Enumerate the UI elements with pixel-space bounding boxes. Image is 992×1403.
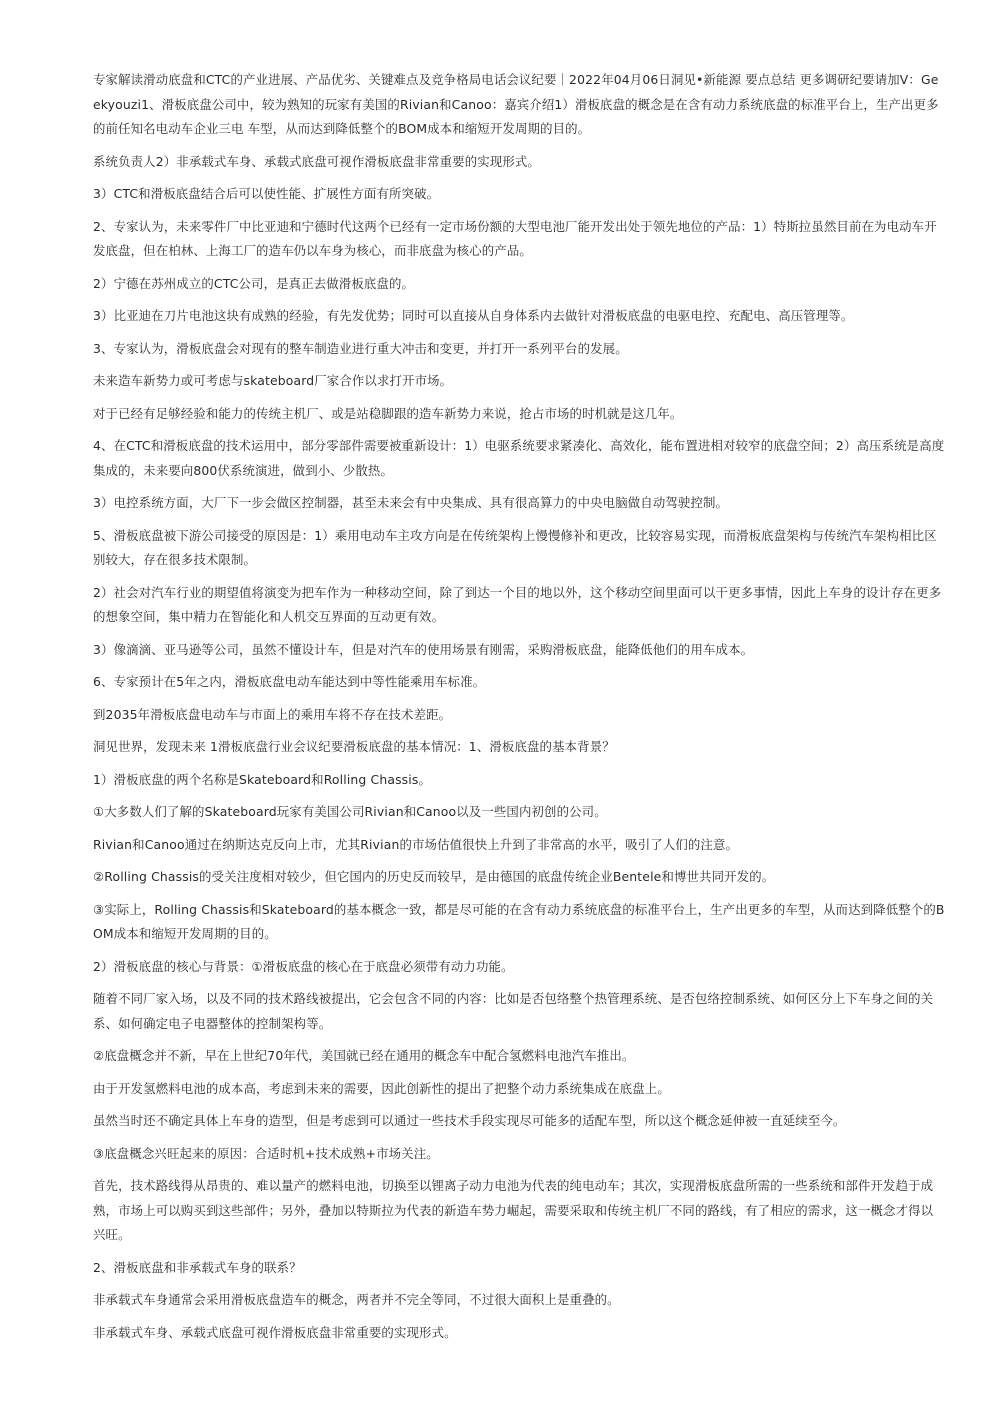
paragraph: 2、专家认为，未来零件厂中比亚迪和宁德时代这两个已经有一定市场份额的大型电池厂能开发出处于领先地位的产品：1）特斯拉虽然目前在为电动车开发底盘，但在柏林、上海工厂的造车仍以车身为核心，而非底盘为核心的产品。	[93, 218, 937, 258]
paragraph: 洞见世界，发现未来 1滑板底盘行业会议纪要滑板底盘的基本情况：1、滑板底盘的基本背景？	[93, 739, 615, 754]
paragraph: 3）电控系统方面，大厂下一步会做区控制器，甚至未来会有中央集成、具有很高算力的中央电脑做自动驾驶控制。	[93, 495, 729, 510]
paragraph: 3）像滴滴、亚马逊等公司，虽然不懂设计车，但是对汽车的使用场景有刚需，采购滑板底盘，能降低他们的用车成本。	[93, 641, 754, 657]
paragraph: Rivian和Canoo通过在纳斯达克反向上市，尤其Rivian的市场估值很快上升到了非常高的水平，吸引了人们的注意。	[93, 836, 739, 852]
paragraph: 由于开发氢燃料电池的成本高，考虑到未来的需要，因此创新性的提出了把整个动力系统集成在底盘上。	[93, 1080, 670, 1096]
paragraph: 到2035年滑板底盘电动车与市面上的乘用车将不存在技术差距。	[93, 706, 452, 722]
paragraph: 4、在CTC和滑板底盘的技术运用中，部分零部件需要被重新设计：1）电驱系统要求紧凑化、高效化，能布置进相对较窄的底盘空间；2）高压系统是高度集成的，未来要向800伏系统演进，做到小、少散热。	[93, 438, 945, 478]
paragraph: ③实际上，Rolling Chassis和Skateboard的基本概念一致，都是尽可能的在含有动力系统底盘的标准平台上，生产出更多的车型，从而达到降低整个的BOM成本和缩短开发周期的目的。	[93, 901, 945, 941]
paragraph: 3、专家认为，滑板底盘会对现有的整车制造业进行重大冲击和变更，并打开一系列平台的发展。	[93, 340, 628, 356]
paragraph: 系统负责人2）非承载式车身、承载式底盘可视作滑板底盘非常重要的实现形式。	[93, 153, 540, 169]
paragraph: 2）社会对汽车行业的期望值将演变为把车作为一种移动空间，除了到达一个目的地以外，这个移动空间里面可以干更多事情，因此上车身的设计存在更多的想象空间，集中精力在智能化和人机交互界面的互动更有效。	[93, 584, 942, 624]
paragraph: 2、滑板底盘和非承载式车身的联系？	[93, 1259, 302, 1275]
paragraph: ②底盘概念并不新，早在上世纪70年代，美国就已经在通用的概念车中配合氢燃料电池汽车推出。	[93, 1048, 635, 1063]
paragraph: 专家解读滑动底盘和CTC的产业进展、产品优劣、关键难点及竞争格局电话会议纪要｜2022年04月06日洞见•新能源 要点总结 更多调研纪要请加V：Geekyouzi1、滑板底盘公司中，较为熟知的玩家有美国的Rivian和Canoo：嘉宾介绍1）滑板底盘的概念是在含有动力系统底盘的标准平台上，生产出更多的前任知名电动车企业三电 车型，从而达到降低整个的BOM成本和缩短开发周期的目的。	[93, 72, 939, 136]
paragraph: ①大多数人们了解的Skateboard玩家有美国公司Rivian和Canoo以及一些国内初创的公司。	[93, 804, 607, 819]
document-body	[93, 68, 945, 1353]
paragraph: 非承载式车身、承载式底盘可视作滑板底盘非常重要的实现形式。	[93, 1324, 457, 1340]
paragraph: 6、专家预计在5年之内，滑板底盘电动车能达到中等性能乘用车标准。	[93, 674, 486, 689]
paragraph: 非承载式车身通常会采用滑板底盘造车的概念，两者并不完全等同，不过很大面积上是重叠的。	[93, 1292, 620, 1307]
paragraph: 2）滑板底盘的核心与背景：①滑板底盘的核心在于底盘必须带有动力功能。	[93, 958, 514, 974]
paragraph: ③底盘概念兴旺起来的原因：合适时机+技术成熟+市场关注。	[93, 1145, 439, 1161]
paragraph: 对于已经有足够经验和能力的传统主机厂、或是站稳脚跟的造车新势力来说，抢占市场的时机就是这几年。	[93, 405, 683, 421]
paragraph: 未来造车新势力或可考虑与skateboard厂家合作以求打开市场。	[93, 373, 453, 388]
paragraph: 3）CTC和滑板底盘结合后可以使性能、扩展性方面有所突破。	[93, 186, 440, 201]
paragraph: 随着不同厂家入场，以及不同的技术路线被提出，它会包含不同的内容：比如是否包络整个热管理系统、是否包络控制系统、如何区分上下车身之间的关系、如何确定电子电器整体的控制架构等。	[93, 991, 934, 1031]
paragraph: 2）宁德在苏州成立的CTC公司，是真正去做滑板底盘的。	[93, 275, 415, 291]
paragraph: 1）滑板底盘的两个名称是Skateboard和Rolling Chassis。	[93, 771, 432, 787]
paragraph: 首先，技术路线得从昂贵的、难以量产的燃料电池，切换至以锂离子动力电池为代表的纯电动车；其次，实现滑板底盘所需的一些系统和部件开发趋于成熟，市场上可以购买到这些部件；另外，叠加以特斯拉为代表的新造车势力崛起，需要采取和传统主机厂不同的路线，有了相应的需求，这一概念才得以兴旺。	[93, 1178, 934, 1242]
paragraph: 5、滑板底盘被下游公司接受的原因是：1）乘用电动车主攻方向是在传统架构上慢慢修补和更改，比较容易实现，而滑板底盘架构与传统汽车架构相比区别较大，存在很多技术限制。	[93, 527, 937, 567]
paragraph: ②Rolling Chassis的受关注度相对较少，但它国内的历史反而较早，是由德国的底盘传统企业Bentele和博世共同开发的。	[93, 869, 775, 884]
paragraph: 虽然当时还不确定具体上车身的造型，但是考虑到可以通过一些技术手段实现尽可能多的适配车型，所以这个概念延伸被一直延续至今。	[93, 1113, 846, 1128]
paragraph: 3）比亚迪在刀片电池这块有成熟的经验，有先发优势；同时可以直接从自身体系内去做针对滑板底盘的电驱电控、充配电、高压管理等。	[93, 308, 854, 323]
